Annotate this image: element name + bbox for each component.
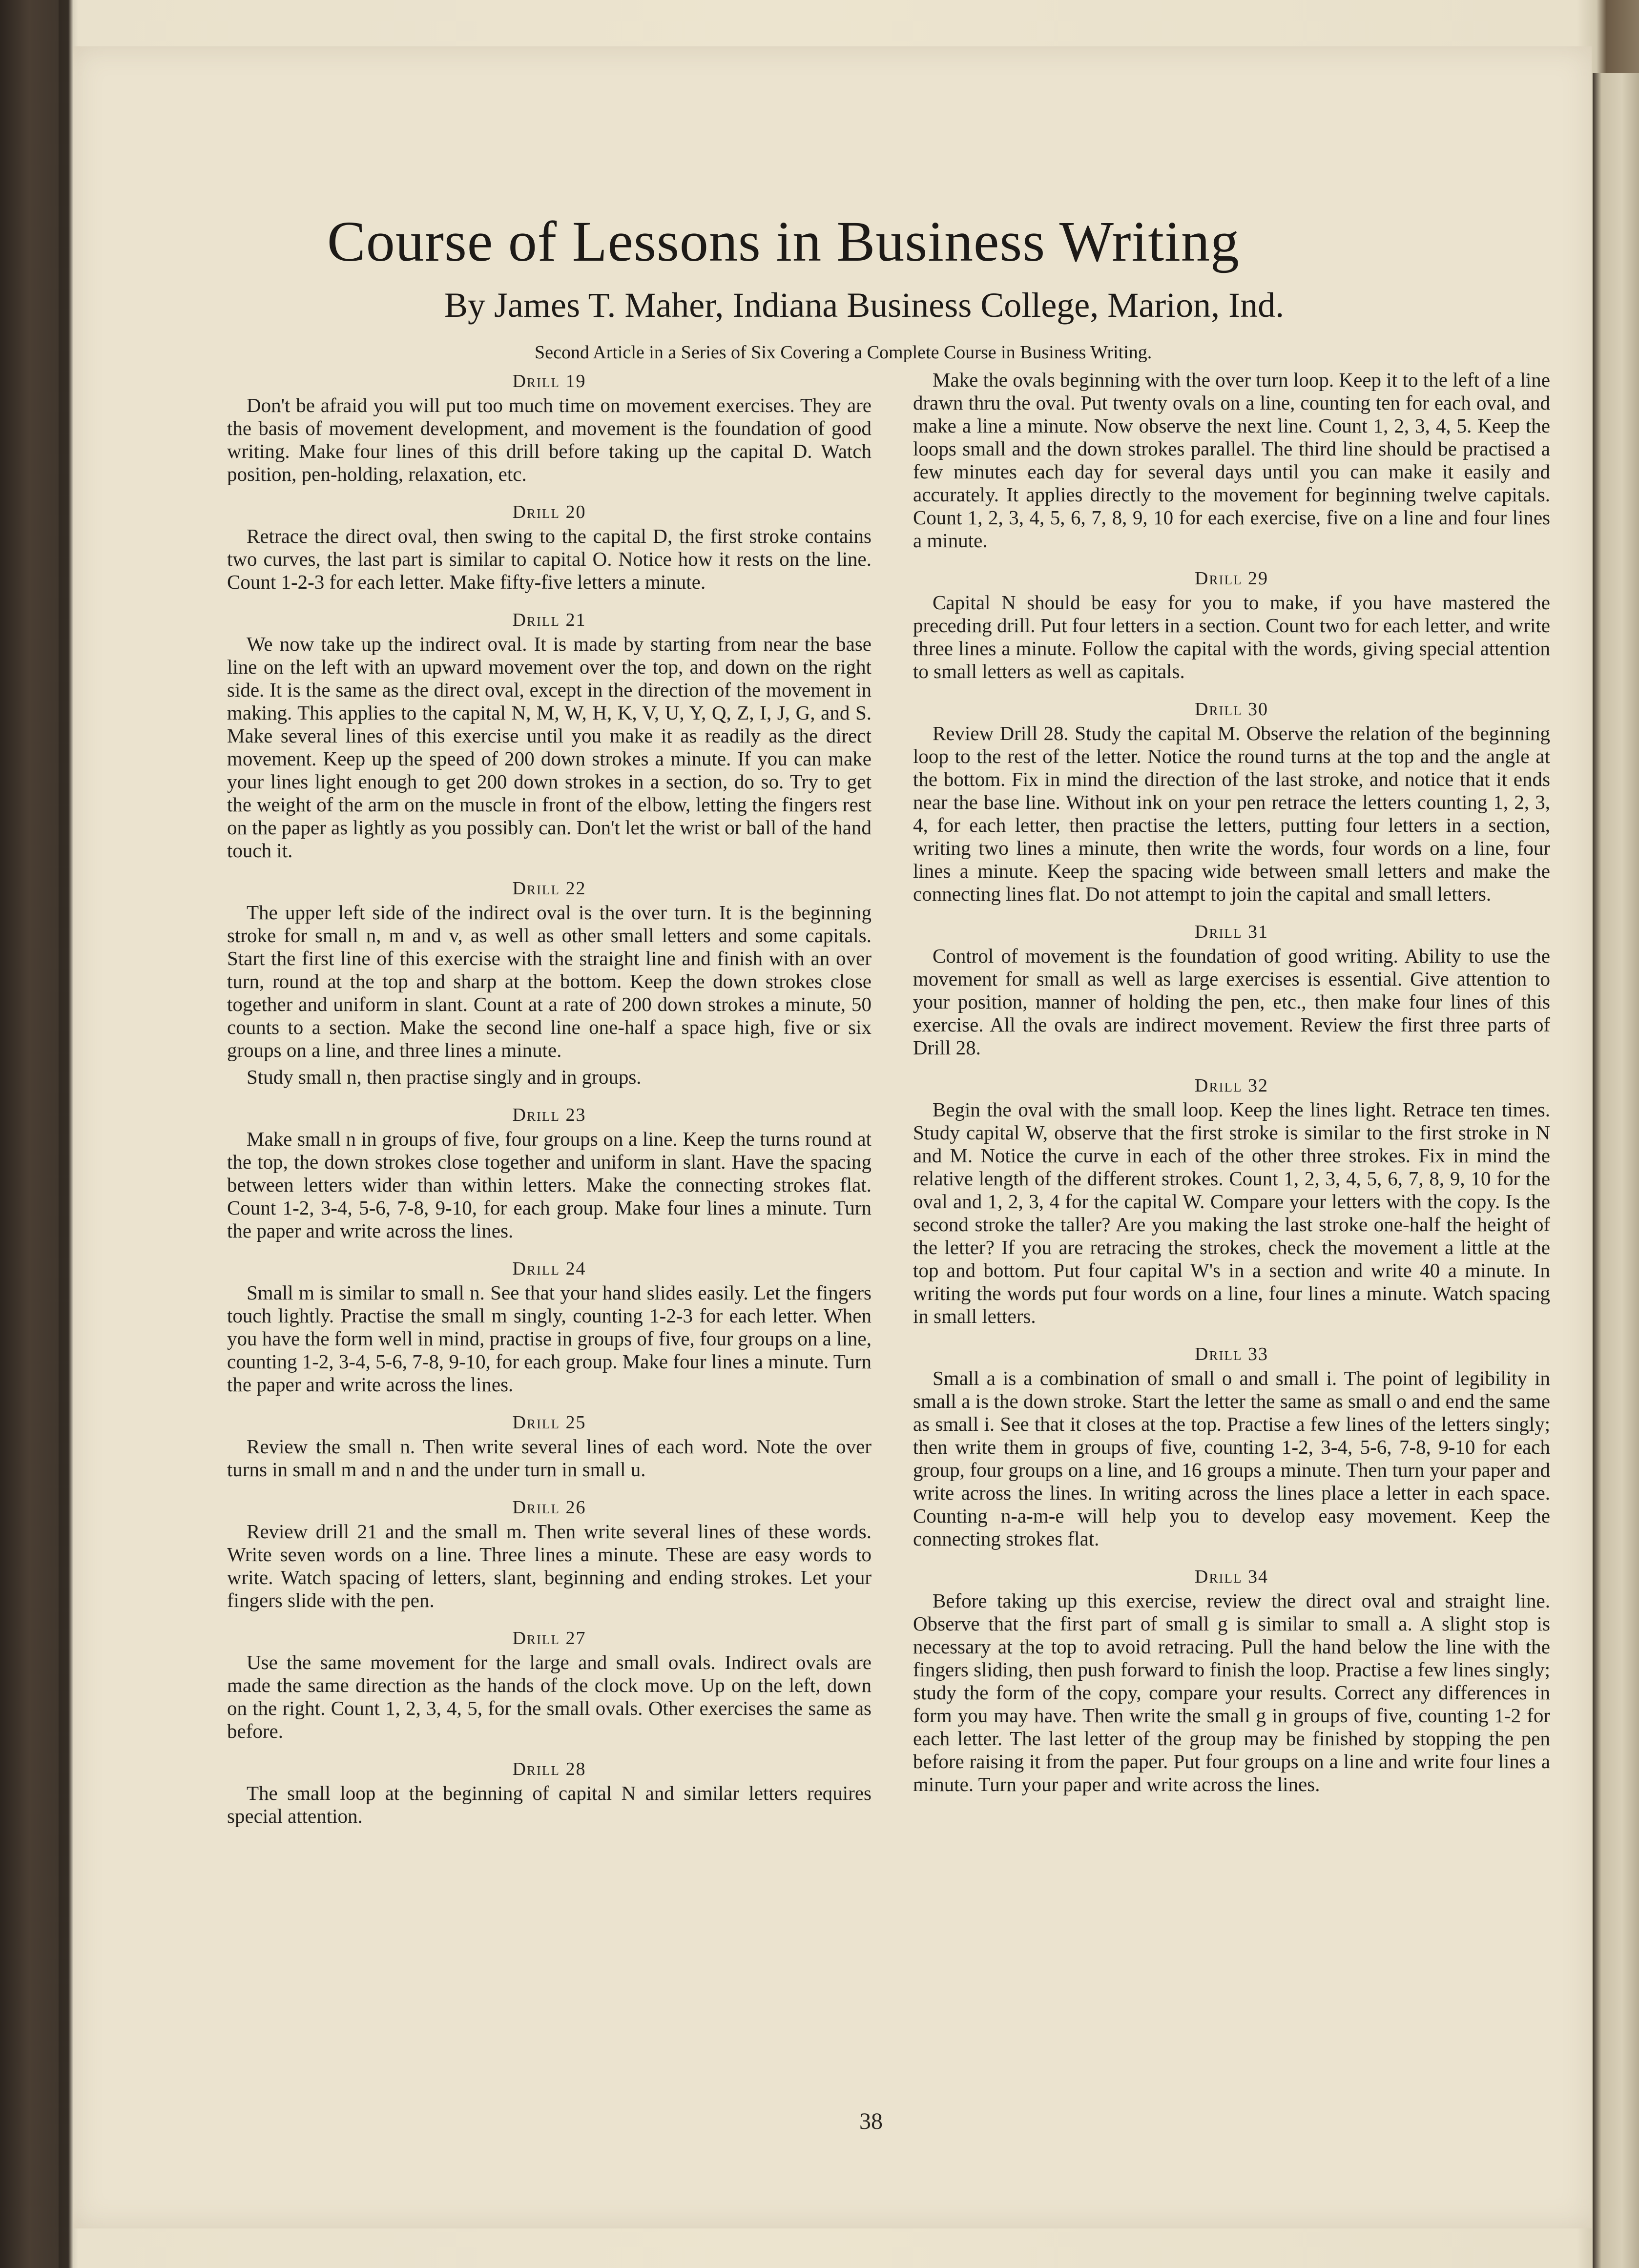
article-title: Course of Lessons in Business Writing	[327, 209, 1240, 273]
drill-text: Make the ovals beginning with the over turn loop. Keep it to the left of a line drawn thru the oval. Put twenty ovals on a line, counting ten for each oval, and make a line a minute. Now observe the next line. Count 1, 2, 3, 4, 5. Keep the loops small and the down strokes parallel. The third line should be practised a few minutes each day for several days until you can make it easily and accurately. It applies directly to the movement for beginning twelve capitals. Count 1, 2, 3, 4, 5, 6, 7, 8, 9, 10 for each exercise, five on a line and four lines a minute.	[913, 369, 1550, 552]
page-number: 38	[859, 2108, 883, 2134]
drill-heading: Drill 31	[1195, 922, 1268, 942]
next-page-edge	[1593, 73, 1639, 2268]
article-header	[73, 205, 1592, 367]
drill-text: Retrace the direct oval, then swing to the capital D, the first stroke contains two curves, the last part is similar to capital O. Notice how it rests on the line. Count 1-2-3 for each letter. Make fifty-five letters a minute.	[227, 525, 871, 593]
drill-text: Review the small n. Then write several lines of each word. Note the over turns in small m and n and the under turn in small u.	[227, 1435, 871, 1481]
drill-heading: Drill 28	[512, 1759, 586, 1779]
drill-text: The small loop at the beginning of capital N and similar letters requires special attention.	[227, 1782, 871, 1827]
right-column	[913, 369, 1550, 1810]
drill-heading: Drill 21	[512, 610, 586, 630]
drill-text: Small m is similar to small n. See that your hand slides easily. Let the fingers touch lightly. Practise the small m singly, counting 1-2-3 for each letter. When you have the form well in mind, practise in groups of five, four groups on a line, counting 1-2, 3-4, 5-6, 7-8, 9-10, for each group. Make four lines a minute. Turn the paper and write across the lines.	[227, 1281, 871, 1396]
drill-heading: Drill 32	[1195, 1075, 1268, 1096]
drill-heading: Drill 25	[512, 1412, 586, 1433]
drill-heading: Drill 22	[512, 878, 586, 899]
drill-text: Control of movement is the foundation of good writing. Ability to use the movement for small as well as large exercises is essential. Give attention to your position, manner of holding the pen, etc., then make four lines of this exercise. All the ovals are indirect movement. Review the first three parts of Drill 28.	[913, 945, 1550, 1059]
drill-text: Begin the oval with the small loop. Keep the lines light. Retrace ten times. Study capital W, observe that the first stroke is similar to the first stroke in N and M. Notice the curve in each of the other three strokes. Fix in mind the relative length of the different strokes. Count 1, 2, 3, 4, 5, 6, 7, 8, 9, 10 for the oval and 1, 2, 3, 4 for the capital W. Compare your letters with the copy. Is the second stroke the taller? Are you making the last stroke one-half the height of the letter? If you are retracing the strokes, check the movement a little at the top and bottom. Put four capital W's in a section and write 40 a minute. In writing the words put four words on a line, four lines a minute. Watch spacing in small letters.	[913, 1098, 1550, 1327]
drill-text: Review drill 21 and the small m. Then write several lines of these words. Write seven words on a line. Three lines a minute. These are easy words to write. Watch spacing of letters, slant, beginning and ending strokes. Let your fingers slide with the pen.	[227, 1520, 871, 1611]
drill-text: Before taking up this exercise, review the direct oval and straight line. Observe that the first part of small g is similar to small a. A slight stop is necessary at the top to avoid retracing. Pull the hand below the line with the fingers sliding, then push forward to finish the loop. Practise a few lines singly; study the form of the copy, compare your results. Correct any differences in form you may have. Then write the small g in groups of five, counting 1-2 for each letter. The last letter of the group may be finished by stopping the pen before raising it from the paper. Put four groups on a line and write four lines a minute. Turn your paper and write across the lines.	[913, 1589, 1550, 1795]
drill-heading: Drill 29	[1195, 568, 1268, 589]
drill-text: We now take up the indirect oval. It is made by starting from near the base line on the left with an upward movement over the top, and down on the right side. It is the same as the direct oval, except in the direction of the movement in making. This applies to the capital N, M, W, H, K, V, U, Y, Q, Z, I, J, G, and S. Make several lines of this exercise until you make it as readily as the direct movement. Keep up the speed of 200 down strokes a minute. If you can make your lines light enough to get 200 down strokes in a section, do so. Try to get the weight of the arm on the muscle in front of the elbow, letting the fingers rest on the paper as lightly as you possibly can. Don't let the wrist or ball of the hand touch it.	[227, 633, 871, 862]
drill-heading: Drill 30	[1195, 699, 1268, 720]
drill-heading: Drill 33	[1195, 1344, 1268, 1364]
drill-text: Capital N should be easy for you to make, if you have mastered the preceding drill. Put four letters in a section. Count two for each letter, and write three lines a minute. Follow the capital with the words, giving special attention to small letters as well as capitals.	[913, 591, 1550, 682]
drill-heading: Drill 34	[1195, 1567, 1268, 1587]
drill-heading: Drill 24	[512, 1258, 586, 1279]
drill-heading: Drill 27	[512, 1628, 586, 1649]
drill-text: The upper left side of the indirect oval is the over turn. It is the beginning stroke for small n, m and v, as well as other small letters and some capitals. Start the first line of this exercise with the straight line and finish with an over turn, round at the top and sharp at the bottom. Keep the down strokes close together and uniform in slant. Count at a rate of 200 down strokes a minute, 50 counts to a section. Make the second line one-half a space high, five or six groups on a line, and three lines a minute.	[227, 901, 871, 1061]
drill-text: Use the same movement for the large and small ovals. Indirect ovals are made the same direction as the hands of the clock move. Up on the left, down on the right. Count 1, 2, 3, 4, 5, for the small ovals. Other exercises the same as before.	[227, 1651, 871, 1742]
drill-heading: Drill 19	[512, 371, 586, 392]
drill-heading: Drill 20	[512, 502, 586, 522]
article-byline: By James T. Maher, Indiana Business College, Marion, Ind.	[444, 286, 1285, 325]
article-subtitle: Second Article in a Series of Six Covering a Complete Course in Business Writing.	[535, 342, 1152, 363]
drill-text-extra: Study small n, then practise singly and in groups.	[247, 1066, 642, 1088]
left-column	[227, 369, 871, 1841]
drill-heading: Drill 23	[512, 1105, 586, 1125]
drill-text: Review Drill 28. Study the capital M. Observe the relation of the beginning loop to the rest of the letter. Notice the round turns at the top and the angle at the bottom. Fix in mind the direction of the last stroke, and notice that it ends near the base line. Without ink on your pen retrace the letters counting 1, 2, 3, 4, for each letter, then practise the letters, putting four letters in a section, writing two lines a minute, then write the words, four words on a line, four lines a minute. Keep the spacing wide between small letters and make the connecting lines flat. Do not attempt to join the capital and small letters.	[913, 722, 1550, 905]
drill-text: Make small n in groups of five, four groups on a line. Keep the turns round at the top, the down strokes close together and uniform in slant. Have the spacing between letters wider than within letters. Make the connecting strokes flat. Count 1-2, 3-4, 5-6, 7-8, 9-10, for each group. Make four lines a minute. Turn the paper and write across the lines.	[227, 1128, 871, 1242]
drill-text: Don't be afraid you will put too much time on movement exercises. They are the basis of movement development, and movement is the foundation of good writing. Make four lines of this drill before taking up the capital D. Watch position, pen-holding, relaxation, etc.	[227, 394, 871, 485]
drill-heading: Drill 26	[512, 1497, 586, 1518]
drill-text: Small a is a combination of small o and small i. The point of legibility in small a is the down stroke. Start the letter the same as small o and end the same as small i. See that it closes at the top. Practise a few lines of the letters singly; then write them in groups of five, counting 1-2, 3-4, 5-6, 7-8, 9-10 for each group, four groups on a line, and 16 groups a minute. Then turn your paper and write across the lines. In writing across the lines place a letter in each space. Counting n-a-m-e will help you to develop easy movement. Keep the connecting strokes flat.	[913, 1367, 1550, 1550]
